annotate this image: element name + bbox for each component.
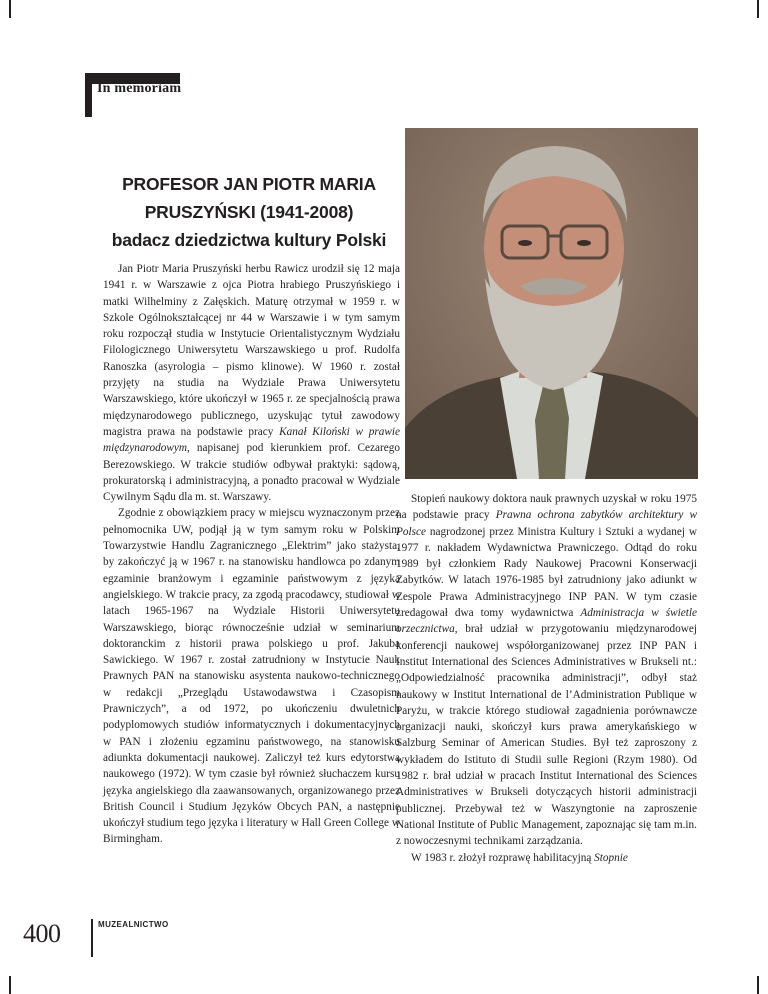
crop-mark bbox=[9, 0, 11, 18]
crop-mark bbox=[757, 976, 759, 994]
right-column bbox=[396, 491, 697, 866]
paragraph: Zgodnie z obowiązkiem pracy w miejscu wyznaczonym przez pełnomocnika UW, podjął ją w tym samym roku w Polskim Towarzystwie Handlu Zagranicznego „Elektrim” jako stażysta, by zakończyć ją w 1967 r. na stanowisku handlowca po zdanym egzaminie branżowym i egzaminie państwowym z języka angielskiego. W trakcie pracy, za zgodą pracodawcy, studiował w latach 1965-1967 na Wydziale Historii Uniwersytetu Warszawskiego, biorąc równocześnie udział w seminarium doktoranckim z historii prawa polskiego u prof. Jakuba Sawickiego. W 1967 r. został zatrudniony w Instytucie Nauk Prawnych PAN na stanowisku asystenta naukowo-technicznego w redakcji „Przeglądu Ustawodawstwa i Czasopism Prawniczych”, a od 1972, po ukończeniu dwuletnich podyplomowych studiów informatycznych i dokumentacyjnych w PAN i złożeniu egzaminu państwowego, na stanowisku adiunkta dokumentacji naukowej. Zaliczył też kurs edytorstwa naukowego (1972). W tym czasie był również słuchaczem kursu języka angielskiego dla zaawansowanych, organizowanego przez British Council i Studium Języków Obcych PAN, a następnie ukończył studium tego języka i literatury w Hall Green College w Birmingham. bbox=[103, 507, 400, 846]
section-label: In memoriam bbox=[97, 81, 182, 96]
text-span: Stopień naukowy doktora nauk prawnych uzyskał w roku 1975 na podstawie pracy bbox=[396, 493, 697, 522]
italic-title: Kanał Kiloński w prawie międzynarodowym bbox=[103, 425, 400, 455]
paragraph bbox=[103, 261, 400, 505]
text-span: , brał udział w przygotowaniu międzynarodowej konferencji naukowej współorganizowanej przez INP PAN i Institut International des Sciences Administratives w Brukseli nt.: „Odpowiedzialność pracownika administracji”, odbył staż naukowy w Institut International de l’Administration Publique w Paryżu, w trakcie którego studiował zagadnienia porównawcze organizacji nauki, skończył kurs prawa amerykańskiego w Salzburg Seminar of American Studies. Był też zaproszony z wykładem do Istituto di Studii sulle Regioni (Rzym 1980). Od 1982 r. brał udział w pracach Institut International des Sciences Administratives w Brukseli dotyczących historii administracji publicznej. Przebywał też w Waszyngtonie na zaproszenie National Institute of Public Management, zapoznając się tam m.in. z nowoczesnymi technikami zarządzania. bbox=[396, 623, 697, 848]
article-title bbox=[100, 170, 398, 254]
italic-title: Administracja w świetle orzecznictwa bbox=[396, 607, 697, 636]
journal-name: MUZEALNICTWO bbox=[98, 920, 169, 929]
title-line-1: PROFESOR JAN PIOTR MARIA bbox=[122, 174, 376, 194]
left-column bbox=[103, 261, 400, 848]
crop-mark bbox=[757, 0, 759, 18]
italic-title: Stopnie bbox=[594, 851, 628, 864]
text-span: , napisanej pod kierunkiem prof. Cezarego Berezowskiego. W trakcie studiów odbywał praktyki: sądową, prokuratorską i administracyjną, a ponadto pracował w Wydziale Cywilnym Sądu dla m. st. Warszawy. bbox=[103, 442, 400, 504]
text-span: nagrodzonej przez Ministra Kultury i Sztuki a wydanej w 1977 r. nakładem Wydawnictwa Prawniczego. Odtąd do roku 1989 był członkiem Rady Naukowej Pracowni Konserwacji Zabytków. W latach 1976-1985 był zatrudniony jako adiunkt w Zespole Prawa Administracyjnego INP PAN. W tym czasie zredagował dwa tomy wydawnictwa bbox=[396, 525, 697, 620]
title-line-3: badacz dziedzictwa kultury Polski bbox=[111, 230, 387, 250]
portrait-photo bbox=[405, 128, 698, 479]
crop-mark bbox=[9, 976, 11, 994]
italic-title: Prawna ochrona zabytków architektury w Polsce bbox=[396, 509, 697, 538]
title-line-2: PRUSZYŃSKI (1941-2008) bbox=[144, 202, 354, 222]
page-number: 400 bbox=[23, 919, 61, 948]
text-span: W 1983 r. złożył rozprawę habilitacyjną bbox=[411, 851, 595, 864]
section-marker-vertical bbox=[85, 73, 92, 117]
text-span: Jan Piotr Maria Pruszyński herbu Rawicz urodził się 12 maja 1941 r. w Warszawie z ojca Piotra hrabiego Pruszyńskiego i matki Wilhelminy z Załęskich. Maturę otrzymał w 1959 r. w Szkole Ogólnokształcącej nr 44 w Warszawie i w tym samym roku rozpoczął studia w Instytucie Orientalistycznym Wydziału Filologicznego Uniwersytetu Warszawskiego u prof. Rudolfa Ranoszka (asyrologia – pismo klinowe). W 1960 r. został przyjęty na studia na Wydziale Prawa Uniwersytetu Warszawskiego, które ukończył w 1965 r. ze specjalnością prawa międzynarodowego publicznego, uzyskując tytuł zawodowy magistra prawa na podstawie pracy bbox=[103, 263, 400, 438]
footer-divider bbox=[91, 919, 93, 957]
paragraph bbox=[396, 491, 697, 850]
paragraph bbox=[396, 850, 697, 866]
